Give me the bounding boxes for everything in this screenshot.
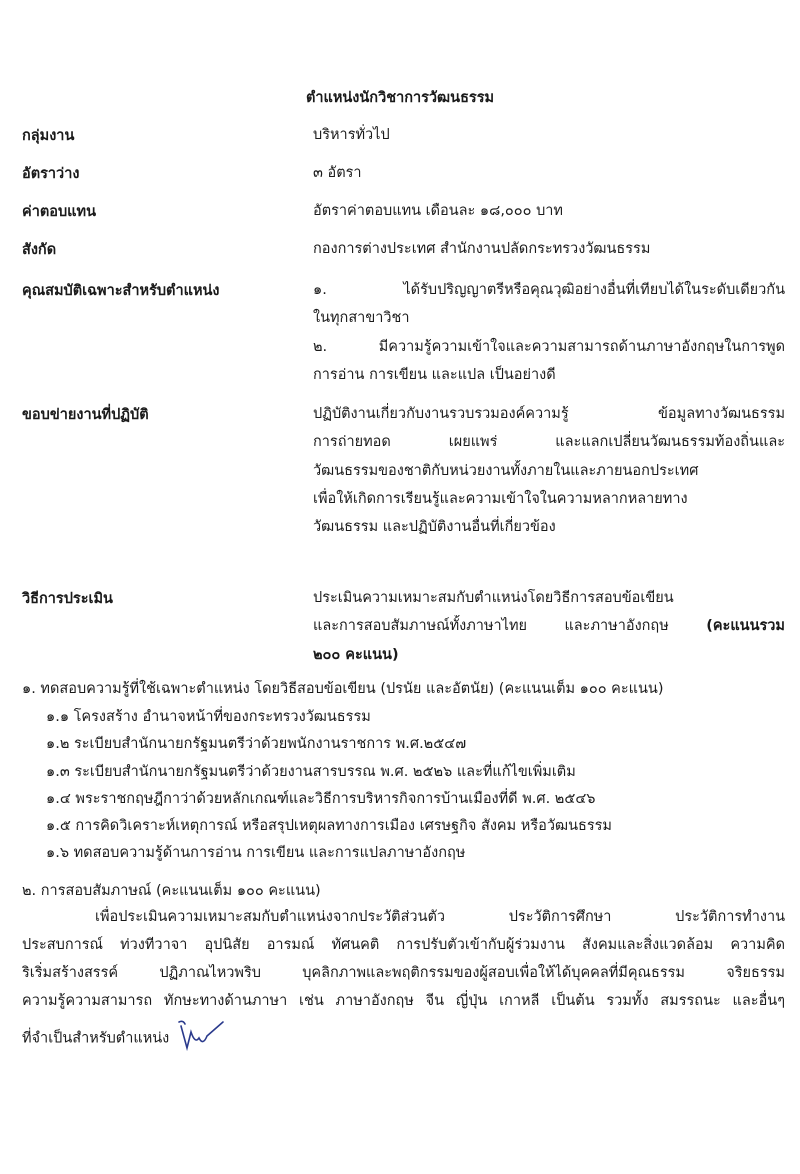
value-text: ๒. มีความรู้ความเข้าใจและความสามารถด้านภาษาอังกฤษในการพูด	[313, 338, 785, 355]
value-text: เพื่อให้เกิดการเรียนรู้และความเข้าใจในความหลากหลายทาง	[313, 490, 688, 507]
value-line	[313, 238, 785, 266]
value-line	[313, 279, 785, 307]
value-line	[313, 364, 785, 392]
paragraph-text: ริเริ่มสร้างสรรค์ ปฏิภาณไหวพริบ บุคลิกภาพและพฤติกรรมของผู้สอบเพื่อให้ได้บุคคลที่มีคุณธรรม จริยธรรม	[22, 965, 785, 981]
interview-paragraph-line	[22, 1018, 785, 1046]
value-line	[313, 644, 785, 672]
section2-heading: ๒. การสอบสัมภาษณ์ (คะแนนเต็ม ๑๐๐ คะแนน)	[22, 883, 321, 899]
signature-initials	[173, 1018, 229, 1059]
interview-paragraph-line	[22, 906, 785, 934]
document-title: ตำแหน่งนักวิชาการวัฒนธรรม	[305, 90, 495, 106]
value-text: ๑. ได้รับปริญญาตรีหรือคุณวุฒิอย่างอื่นที่เทียบได้ในระดับเดียวกัน	[313, 282, 785, 298]
section-written-exam	[22, 678, 785, 869]
value-line	[313, 200, 785, 228]
exam-topic-item: ๑.๕ การคิดวิเคราะห์เหตุการณ์ หรือสรุปเหตุผลทางการเมือง เศรษฐกิจ สังคม หรือวัฒนธรรม	[46, 818, 612, 835]
field-value	[313, 587, 785, 672]
paragraph-text: ที่จำเป็นสำหรับตำแหน่ง	[22, 1030, 170, 1047]
value-line	[313, 431, 785, 459]
section1-heading: ๑. ทดสอบความรู้ที่ใช้เฉพาะตำแหน่ง โดยวิธีสอบข้อเขียน (ปรนัย และอัตนัย) (คะแนนเต็ม ๑๐๐ คะแนน)	[22, 681, 664, 697]
exam-topic-item: ๑.๖ ทดสอบความรู้ด้านการอ่าน การเขียน และการแปลภาษาอังกฤษ	[46, 845, 466, 862]
value-line	[313, 162, 785, 190]
field-label: ค่าตอบแทน	[22, 204, 96, 220]
exam-topic-item: ๑.๒ ระเบียบสำนักนายกรัฐมนตรีว่าด้วยพนักงานราชการ พ.ศ.๒๕๔๗	[46, 736, 467, 753]
value-line	[313, 615, 785, 643]
field-label: สังกัด	[22, 242, 57, 258]
exam-topic-item: ๑.๔ พระราชกฤษฎีกาว่าด้วยหลักเกณฑ์และวิธีการบริหารกิจการบ้านเมืองที่ดี พ.ศ. ๒๕๔๖	[46, 790, 596, 807]
paragraph-text: ประสบการณ์ ท่วงทีวาจา อุปนิสัย อารมณ์ ทัศนคติ การปรับตัวเข้ากับผู้ร่วมงาน สังคมและสิ่งแวดล้อม ความคิด	[22, 937, 785, 953]
total-score-text: ๒๐๐ คะแนน)	[313, 646, 399, 663]
total-score-text: (คะแนนรวม	[706, 618, 785, 635]
value-line	[313, 460, 785, 488]
value-text: ในทุกสาขาวิชา	[313, 310, 410, 327]
value-line	[313, 124, 785, 152]
interview-paragraph-line	[22, 934, 785, 962]
paragraph-text: ความรู้ความสามารถ ทักษะทางด้านภาษา เช่น ภาษาอังกฤษ จีน ญี่ปุ่น เกาหลี เป็นต้น รวมทั้ง สมรรถนะ และอื่นๆ	[22, 993, 785, 1009]
field-value	[313, 162, 785, 190]
value-text: อัตราค่าตอบแทน เดือนละ ๑๘,๐๐๐ บาท	[313, 203, 563, 219]
field-label: คุณสมบัติเฉพาะสำหรับตำแหน่ง	[22, 283, 220, 299]
section-interview	[22, 880, 785, 1046]
interview-paragraph-line	[22, 990, 785, 1018]
value-text: กองการต่างประเทศ สำนักงานปลัดกระทรวงวัฒนธรรม	[313, 241, 651, 257]
field-value	[313, 279, 785, 392]
field-value	[313, 200, 785, 228]
value-line	[313, 587, 785, 615]
field-label: กลุ่มงาน	[22, 128, 75, 144]
value-line	[313, 307, 785, 335]
field-value	[313, 124, 785, 152]
exam-topic-item: ๑.๑ โครงสร้าง อำนาจหน้าที่ของกระทรวงวัฒนธรรม	[46, 709, 371, 726]
value-text: การอ่าน การเขียน และแปล เป็นอย่างดี	[313, 366, 556, 383]
value-line	[313, 488, 785, 516]
value-line	[313, 336, 785, 364]
value-text: วัฒนธรรมของชาติกับหน่วยงานทั้งภายในและภายนอกประเทศ	[313, 462, 699, 479]
value-text: และการสอบสัมภาษณ์ทั้งภาษาไทย และภาษาอังกฤษ	[313, 618, 707, 635]
value-text: วัฒนธรรม และปฏิบัติงานอื่นที่เกี่ยวข้อง	[313, 519, 556, 536]
paragraph-text: เพื่อประเมินความเหมาะสมกับตำแหน่งจากประวัติส่วนตัว ประวัติการศึกษา ประวัติการทำงาน	[95, 909, 785, 925]
field-label: ขอบข่ายงานที่ปฏิบัติ	[22, 407, 149, 423]
value-text: บริหารทั่วไป	[313, 127, 390, 143]
value-line	[313, 403, 785, 431]
field-value	[313, 238, 785, 266]
value-text: การถ่ายทอด เผยแพร่ และแลกเปลี่ยนวัฒนธรรมท้องถิ่นและ	[313, 434, 785, 451]
interview-paragraph-line	[22, 962, 785, 990]
field-label: อัตราว่าง	[22, 166, 80, 182]
field-value	[313, 403, 785, 544]
value-text: ๓ อัตรา	[313, 165, 362, 181]
exam-topic-item: ๑.๓ ระเบียบสำนักนายกรัฐมนตรีว่าด้วยงานสารบรรณ พ.ศ. ๒๕๒๖ และที่แก้ไขเพิ่มเติม	[46, 763, 576, 780]
value-line	[313, 516, 785, 544]
value-text: ประเมินความเหมาะสมกับตำแหน่งโดยวิธีการสอบข้อเขียน	[313, 590, 674, 606]
value-text: ปฏิบัติงานเกี่ยวกับงานรวบรวมองค์ความรู้ ข้อมูลทางวัฒนธรรม	[313, 406, 785, 422]
field-label: วิธีการประเมิน	[22, 591, 113, 607]
